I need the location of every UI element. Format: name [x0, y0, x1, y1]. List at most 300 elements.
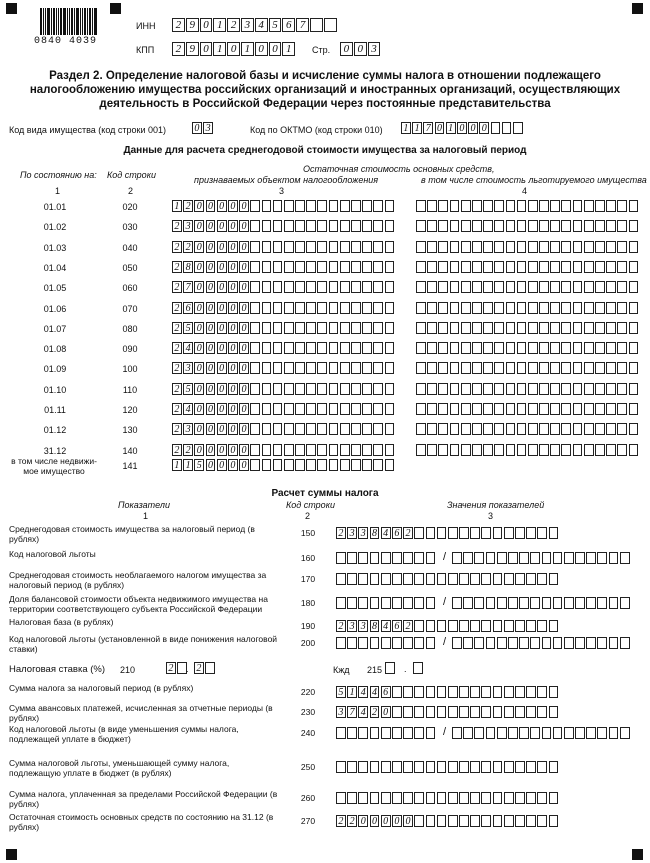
- digit-cell[interactable]: [526, 792, 536, 804]
- digit-cell[interactable]: [306, 261, 316, 273]
- digit-cell[interactable]: [530, 552, 540, 564]
- digit-cell[interactable]: [504, 686, 514, 698]
- digit-cell[interactable]: [620, 552, 630, 564]
- digit-cell[interactable]: [472, 423, 482, 435]
- digit-cell[interactable]: [483, 444, 493, 456]
- digit-cell[interactable]: 0: [392, 815, 402, 827]
- digit-cell[interactable]: [317, 403, 327, 415]
- digit-cell[interactable]: [606, 281, 616, 293]
- digit-cell[interactable]: 0: [239, 220, 249, 232]
- digit-cell[interactable]: [595, 261, 605, 273]
- digit-cell[interactable]: [528, 302, 538, 314]
- digit-cell[interactable]: 0: [217, 383, 227, 395]
- digit-cell[interactable]: 5: [183, 383, 193, 395]
- digit-cell[interactable]: 0: [239, 403, 249, 415]
- digit-cell[interactable]: [426, 815, 436, 827]
- digit-cell[interactable]: [416, 342, 426, 354]
- digit-cell[interactable]: [504, 527, 514, 539]
- digit-cell[interactable]: [506, 241, 516, 253]
- digit-cell[interactable]: [617, 302, 627, 314]
- digit-cell[interactable]: 3: [347, 527, 357, 539]
- digit-cell[interactable]: 0: [457, 122, 467, 134]
- avg-row-cost-field[interactable]: [172, 220, 396, 232]
- digit-cell[interactable]: [370, 761, 380, 773]
- digit-cell[interactable]: [295, 362, 305, 374]
- digit-cell[interactable]: [358, 761, 368, 773]
- digit-cell[interactable]: 0: [435, 122, 445, 134]
- digit-cell[interactable]: [586, 597, 596, 609]
- digit-cell[interactable]: 3: [336, 706, 346, 718]
- digit-cell[interactable]: [483, 302, 493, 314]
- digit-cell[interactable]: 0: [206, 241, 216, 253]
- digit-cell[interactable]: 4: [381, 620, 391, 632]
- digit-cell[interactable]: [273, 459, 283, 471]
- digit-cell[interactable]: [561, 423, 571, 435]
- digit-cell[interactable]: [381, 597, 391, 609]
- digit-cell[interactable]: [595, 220, 605, 232]
- digit-cell[interactable]: [450, 383, 460, 395]
- digit-cell[interactable]: [306, 241, 316, 253]
- calc-row-value-field[interactable]: [336, 815, 560, 827]
- digit-cell[interactable]: [448, 761, 458, 773]
- digit-cell[interactable]: 1: [172, 200, 182, 212]
- digit-cell[interactable]: [295, 322, 305, 334]
- digit-cell[interactable]: 0: [381, 815, 391, 827]
- digit-cell[interactable]: [553, 552, 563, 564]
- digit-cell[interactable]: [528, 383, 538, 395]
- digit-cell[interactable]: [617, 261, 627, 273]
- digit-cell[interactable]: [481, 686, 491, 698]
- avg-row-cost-field[interactable]: [172, 281, 396, 293]
- digit-cell[interactable]: [606, 302, 616, 314]
- digit-cell[interactable]: [506, 200, 516, 212]
- calc-row-value-field-2[interactable]: [452, 637, 631, 649]
- digit-cell[interactable]: [317, 383, 327, 395]
- digit-cell[interactable]: [262, 220, 272, 232]
- digit-cell[interactable]: [537, 761, 547, 773]
- digit-cell[interactable]: 6: [282, 18, 295, 32]
- digit-cell[interactable]: [493, 761, 503, 773]
- digit-cell[interactable]: [403, 597, 413, 609]
- digit-cell[interactable]: 3: [347, 620, 357, 632]
- digit-cell[interactable]: [262, 423, 272, 435]
- digit-cell[interactable]: [306, 362, 316, 374]
- digit-cell[interactable]: [542, 637, 552, 649]
- digit-cell[interactable]: [617, 241, 627, 253]
- digit-cell[interactable]: [336, 573, 346, 585]
- digit-cell[interactable]: [550, 261, 560, 273]
- digit-cell[interactable]: [385, 342, 395, 354]
- avg-row-cost-field[interactable]: [172, 423, 396, 435]
- digit-cell[interactable]: [262, 459, 272, 471]
- digit-cell[interactable]: 2: [172, 261, 182, 273]
- digit-cell[interactable]: 0: [228, 459, 238, 471]
- digit-cell[interactable]: [472, 322, 482, 334]
- digit-cell[interactable]: [617, 403, 627, 415]
- digit-cell[interactable]: 0: [239, 200, 249, 212]
- digit-cell[interactable]: [586, 637, 596, 649]
- digit-cell[interactable]: [250, 362, 260, 374]
- digit-cell[interactable]: [262, 342, 272, 354]
- digit-cell[interactable]: [437, 620, 447, 632]
- calc-row-value-field-2[interactable]: [452, 552, 631, 564]
- digit-cell[interactable]: [427, 322, 437, 334]
- digit-cell[interactable]: [526, 620, 536, 632]
- digit-cell[interactable]: [329, 241, 339, 253]
- digit-cell[interactable]: [284, 200, 294, 212]
- digit-cell[interactable]: [452, 727, 462, 739]
- digit-cell[interactable]: 0: [228, 362, 238, 374]
- digit-cell[interactable]: [414, 761, 424, 773]
- digit-cell[interactable]: 5: [194, 459, 204, 471]
- digit-cell[interactable]: [517, 302, 527, 314]
- digit-cell[interactable]: [584, 383, 594, 395]
- digit-cell[interactable]: [584, 200, 594, 212]
- digit-cell[interactable]: [497, 727, 507, 739]
- digit-cell[interactable]: [573, 342, 583, 354]
- digit-cell[interactable]: 9: [186, 18, 199, 32]
- digit-cell[interactable]: [295, 241, 305, 253]
- digit-cell[interactable]: [273, 342, 283, 354]
- digit-cell[interactable]: [250, 403, 260, 415]
- digit-cell[interactable]: [284, 459, 294, 471]
- digit-cell[interactable]: [561, 362, 571, 374]
- property-kind-field[interactable]: [192, 122, 214, 134]
- digit-cell[interactable]: [317, 322, 327, 334]
- digit-cell[interactable]: [448, 686, 458, 698]
- digit-cell[interactable]: [561, 403, 571, 415]
- digit-cell[interactable]: [205, 662, 215, 674]
- digit-cell[interactable]: [373, 241, 383, 253]
- digit-cell[interactable]: [340, 302, 350, 314]
- digit-cell[interactable]: 0: [206, 261, 216, 273]
- digit-cell[interactable]: [452, 597, 462, 609]
- digit-cell[interactable]: 0: [194, 383, 204, 395]
- digit-cell[interactable]: [250, 444, 260, 456]
- digit-cell[interactable]: 0: [239, 423, 249, 435]
- digit-cell[interactable]: [494, 220, 504, 232]
- digit-cell[interactable]: [597, 727, 607, 739]
- digit-cell[interactable]: [472, 281, 482, 293]
- digit-cell[interactable]: [370, 727, 380, 739]
- digit-cell[interactable]: 0: [194, 423, 204, 435]
- digit-cell[interactable]: [606, 403, 616, 415]
- digit-cell[interactable]: [506, 383, 516, 395]
- digit-cell[interactable]: [370, 597, 380, 609]
- digit-cell[interactable]: [426, 597, 436, 609]
- digit-cell[interactable]: 0: [239, 302, 249, 314]
- digit-cell[interactable]: [506, 281, 516, 293]
- digit-cell[interactable]: [362, 444, 372, 456]
- digit-cell[interactable]: [416, 200, 426, 212]
- digit-cell[interactable]: [392, 552, 402, 564]
- digit-cell[interactable]: [573, 302, 583, 314]
- digit-cell[interactable]: [329, 302, 339, 314]
- digit-cell[interactable]: [539, 220, 549, 232]
- digit-cell[interactable]: [584, 322, 594, 334]
- tax-rate-frac-field[interactable]: [194, 662, 216, 674]
- digit-cell[interactable]: 2: [183, 241, 193, 253]
- digit-cell[interactable]: [250, 261, 260, 273]
- digit-cell[interactable]: [584, 261, 594, 273]
- digit-cell[interactable]: [517, 200, 527, 212]
- digit-cell[interactable]: [414, 527, 424, 539]
- digit-cell[interactable]: [617, 362, 627, 374]
- digit-cell[interactable]: [528, 241, 538, 253]
- digit-cell[interactable]: [470, 527, 480, 539]
- digit-cell[interactable]: 0: [228, 342, 238, 354]
- digit-cell[interactable]: [427, 220, 437, 232]
- digit-cell[interactable]: [461, 281, 471, 293]
- digit-cell[interactable]: [427, 302, 437, 314]
- digit-cell[interactable]: [450, 220, 460, 232]
- digit-cell[interactable]: [392, 761, 402, 773]
- digit-cell[interactable]: [329, 403, 339, 415]
- digit-cell[interactable]: [416, 322, 426, 334]
- digit-cell[interactable]: [528, 362, 538, 374]
- digit-cell[interactable]: [373, 383, 383, 395]
- digit-cell[interactable]: [474, 552, 484, 564]
- digit-cell[interactable]: [549, 792, 559, 804]
- digit-cell[interactable]: [561, 241, 571, 253]
- kpp-field[interactable]: [172, 42, 296, 56]
- digit-cell[interactable]: [539, 383, 549, 395]
- digit-cell[interactable]: 0: [217, 261, 227, 273]
- digit-cell[interactable]: [426, 552, 436, 564]
- digit-cell[interactable]: [450, 281, 460, 293]
- digit-cell[interactable]: 0: [239, 322, 249, 334]
- digit-cell[interactable]: [336, 727, 346, 739]
- digit-cell[interactable]: [549, 527, 559, 539]
- digit-cell[interactable]: [481, 573, 491, 585]
- digit-cell[interactable]: [306, 322, 316, 334]
- digit-cell[interactable]: 1: [282, 42, 295, 56]
- digit-cell[interactable]: [427, 423, 437, 435]
- digit-cell[interactable]: [426, 620, 436, 632]
- digit-cell[interactable]: [414, 637, 424, 649]
- digit-cell[interactable]: [494, 261, 504, 273]
- digit-cell[interactable]: [373, 220, 383, 232]
- digit-cell[interactable]: [504, 706, 514, 718]
- digit-cell[interactable]: [306, 302, 316, 314]
- digit-cell[interactable]: 3: [358, 620, 368, 632]
- digit-cell[interactable]: 2: [172, 220, 182, 232]
- digit-cell[interactable]: [539, 444, 549, 456]
- digit-cell[interactable]: [629, 423, 639, 435]
- digit-cell[interactable]: 5: [336, 686, 346, 698]
- digit-cell[interactable]: 3: [368, 42, 381, 56]
- digit-cell[interactable]: [519, 637, 529, 649]
- digit-cell[interactable]: [392, 597, 402, 609]
- digit-cell[interactable]: [414, 620, 424, 632]
- digit-cell[interactable]: [329, 220, 339, 232]
- digit-cell[interactable]: [550, 383, 560, 395]
- digit-cell[interactable]: [494, 362, 504, 374]
- digit-cell[interactable]: [347, 573, 357, 585]
- digit-cell[interactable]: [416, 302, 426, 314]
- digit-cell[interactable]: [452, 552, 462, 564]
- digit-cell[interactable]: [506, 342, 516, 354]
- digit-cell[interactable]: 0: [370, 815, 380, 827]
- digit-cell[interactable]: [329, 200, 339, 212]
- digit-cell[interactable]: [438, 241, 448, 253]
- digit-cell[interactable]: [381, 552, 391, 564]
- digit-cell[interactable]: 0: [194, 220, 204, 232]
- digit-cell[interactable]: [437, 573, 447, 585]
- inn-field[interactable]: [172, 18, 338, 32]
- digit-cell[interactable]: [250, 200, 260, 212]
- digit-cell[interactable]: [519, 552, 529, 564]
- digit-cell[interactable]: [595, 444, 605, 456]
- digit-cell[interactable]: [310, 18, 323, 32]
- digit-cell[interactable]: [416, 444, 426, 456]
- calc-row-value-field[interactable]: [336, 573, 560, 585]
- avg-row-cost-field[interactable]: [172, 403, 396, 415]
- digit-cell[interactable]: [528, 322, 538, 334]
- digit-cell[interactable]: [461, 403, 471, 415]
- digit-cell[interactable]: 2: [227, 18, 240, 32]
- digit-cell[interactable]: [373, 281, 383, 293]
- digit-cell[interactable]: [573, 383, 583, 395]
- digit-cell[interactable]: [517, 220, 527, 232]
- digit-cell[interactable]: 2: [172, 18, 185, 32]
- digit-cell[interactable]: [426, 573, 436, 585]
- digit-cell[interactable]: [539, 423, 549, 435]
- digit-cell[interactable]: [561, 302, 571, 314]
- digit-cell[interactable]: 0: [206, 220, 216, 232]
- digit-cell[interactable]: 2: [172, 241, 182, 253]
- digit-cell[interactable]: 0: [228, 403, 238, 415]
- digit-cell[interactable]: [515, 527, 525, 539]
- digit-cell[interactable]: [329, 322, 339, 334]
- digit-cell[interactable]: 1: [401, 122, 411, 134]
- digit-cell[interactable]: [575, 597, 585, 609]
- digit-cell[interactable]: [494, 383, 504, 395]
- digit-cell[interactable]: [284, 383, 294, 395]
- digit-cell[interactable]: [336, 792, 346, 804]
- digit-cell[interactable]: [550, 302, 560, 314]
- digit-cell[interactable]: [448, 620, 458, 632]
- digit-cell[interactable]: [550, 241, 560, 253]
- digit-cell[interactable]: [373, 261, 383, 273]
- digit-cell[interactable]: 0: [228, 241, 238, 253]
- digit-cell[interactable]: 2: [336, 815, 346, 827]
- digit-cell[interactable]: [351, 241, 361, 253]
- digit-cell[interactable]: [373, 322, 383, 334]
- digit-cell[interactable]: [450, 362, 460, 374]
- digit-cell[interactable]: [450, 423, 460, 435]
- digit-cell[interactable]: [595, 302, 605, 314]
- digit-cell[interactable]: [617, 200, 627, 212]
- digit-cell[interactable]: [416, 362, 426, 374]
- digit-cell[interactable]: [373, 423, 383, 435]
- digit-cell[interactable]: 1: [213, 42, 226, 56]
- digit-cell[interactable]: [340, 241, 350, 253]
- digit-cell[interactable]: [528, 220, 538, 232]
- digit-cell[interactable]: [385, 444, 395, 456]
- digit-cell[interactable]: [629, 261, 639, 273]
- digit-cell[interactable]: [317, 423, 327, 435]
- digit-cell[interactable]: 0: [228, 302, 238, 314]
- digit-cell[interactable]: [306, 403, 316, 415]
- digit-cell[interactable]: [584, 342, 594, 354]
- digit-cell[interactable]: 5: [269, 18, 282, 32]
- digit-cell[interactable]: [362, 322, 372, 334]
- digit-cell[interactable]: [472, 200, 482, 212]
- digit-cell[interactable]: 2: [172, 444, 182, 456]
- digit-cell[interactable]: [617, 342, 627, 354]
- digit-cell[interactable]: 0: [206, 383, 216, 395]
- avg-row-cost-field[interactable]: [172, 241, 396, 253]
- digit-cell[interactable]: [284, 444, 294, 456]
- digit-cell[interactable]: [351, 444, 361, 456]
- digit-cell[interactable]: [438, 322, 448, 334]
- digit-cell[interactable]: [481, 527, 491, 539]
- digit-cell[interactable]: 8: [183, 261, 193, 273]
- digit-cell[interactable]: [385, 383, 395, 395]
- digit-cell[interactable]: [549, 573, 559, 585]
- digit-cell[interactable]: 2: [172, 403, 182, 415]
- digit-cell[interactable]: [448, 792, 458, 804]
- digit-cell[interactable]: [549, 761, 559, 773]
- digit-cell[interactable]: [493, 527, 503, 539]
- digit-cell[interactable]: [284, 403, 294, 415]
- digit-cell[interactable]: [427, 403, 437, 415]
- digit-cell[interactable]: 7: [423, 122, 433, 134]
- digit-cell[interactable]: 0: [217, 459, 227, 471]
- digit-cell[interactable]: [561, 444, 571, 456]
- avg-row-cost-field[interactable]: [172, 362, 396, 374]
- digit-cell[interactable]: 1: [446, 122, 456, 134]
- digit-cell[interactable]: [385, 241, 395, 253]
- digit-cell[interactable]: [427, 200, 437, 212]
- digit-cell[interactable]: [517, 261, 527, 273]
- digit-cell[interactable]: [438, 403, 448, 415]
- digit-cell[interactable]: [284, 342, 294, 354]
- digit-cell[interactable]: [606, 322, 616, 334]
- digit-cell[interactable]: 0: [217, 302, 227, 314]
- digit-cell[interactable]: [362, 200, 372, 212]
- digit-cell[interactable]: [595, 200, 605, 212]
- avg-row-cost-field[interactable]: [172, 322, 396, 334]
- digit-cell[interactable]: [381, 761, 391, 773]
- digit-cell[interactable]: [493, 573, 503, 585]
- digit-cell[interactable]: [358, 792, 368, 804]
- calc-row-value-field[interactable]: [336, 761, 560, 773]
- digit-cell[interactable]: 8: [370, 527, 380, 539]
- digit-cell[interactable]: [506, 444, 516, 456]
- digit-cell[interactable]: [573, 200, 583, 212]
- digit-cell[interactable]: [284, 322, 294, 334]
- digit-cell[interactable]: [448, 527, 458, 539]
- digit-cell[interactable]: [515, 573, 525, 585]
- digit-cell[interactable]: [609, 597, 619, 609]
- digit-cell[interactable]: [373, 302, 383, 314]
- digit-cell[interactable]: [517, 362, 527, 374]
- digit-cell[interactable]: 2: [183, 444, 193, 456]
- digit-cell[interactable]: 0: [217, 362, 227, 374]
- digit-cell[interactable]: [609, 637, 619, 649]
- digit-cell[interactable]: [347, 637, 357, 649]
- digit-cell[interactable]: 0: [194, 261, 204, 273]
- digit-cell[interactable]: [438, 261, 448, 273]
- digit-cell[interactable]: [550, 322, 560, 334]
- digit-cell[interactable]: [250, 383, 260, 395]
- digit-cell[interactable]: [573, 322, 583, 334]
- oktmo-field[interactable]: [401, 122, 524, 134]
- digit-cell[interactable]: 0: [217, 241, 227, 253]
- digit-cell[interactable]: [586, 727, 596, 739]
